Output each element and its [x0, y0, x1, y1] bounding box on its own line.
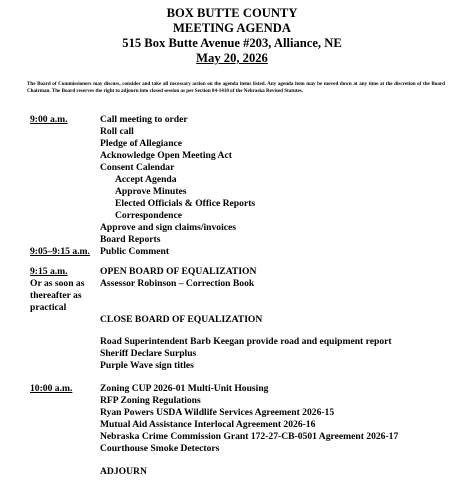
- agenda-item: Consent Calendar: [100, 162, 175, 173]
- agenda-item: Call meeting to order: [100, 114, 188, 125]
- board-notice: The Board of Commissioners may discuss, consider and take all necessary action on the agenda items listed. Any agenda item may be moved down at any time at the discretion of the Board Chairman. The Board reserves the right to adjourn into closed session as per Section 84-1410 of the Nebraska Revised Statutes.: [27, 81, 445, 95]
- meeting-date: May 20, 2026: [196, 51, 268, 65]
- agenda-item: Board Reports: [100, 234, 161, 245]
- agenda-item: Courthouse Smoke Detectors: [100, 443, 220, 454]
- meeting-address: 515 Box Butte Avenue #203, Alliance, NE: [122, 36, 342, 50]
- adjourn-item: ADJOURN: [100, 466, 147, 477]
- agenda-item: Nebraska Crime Commission Grant 172-27-CB-0501 Agreement 2026-17: [100, 431, 399, 442]
- time-slot: 9:15 a.m.: [30, 266, 68, 277]
- agenda-item: Public Comment: [100, 246, 170, 257]
- agenda-item: Purple Wave sign titles: [100, 360, 194, 371]
- time-note: practical: [30, 302, 67, 313]
- agenda-item: OPEN BOARD OF EQUALIZATION: [100, 266, 257, 277]
- agenda-item: Sheriff Declare Surplus: [100, 348, 197, 359]
- consent-item: Accept Agenda: [115, 174, 177, 185]
- time-note: thereafter as: [30, 290, 82, 301]
- county-name: BOX BUTTE COUNTY: [166, 6, 298, 20]
- time-slot: 10:00 a.m.: [30, 383, 73, 394]
- agenda-item: Assessor Robinson – Correction Book: [100, 278, 255, 289]
- agenda-item: Zoning CUP 2026-01 Multi-Unit Housing: [100, 383, 269, 394]
- time-note: Or as soon as: [30, 278, 85, 289]
- agenda-item: Approve and sign claims/invoices: [100, 222, 237, 233]
- time-slot: 9:05–9:15 a.m.: [30, 246, 90, 257]
- agenda-item: Pledge of Allegiance: [100, 138, 183, 149]
- consent-item: Approve Minutes: [115, 186, 187, 197]
- agenda-item: Ryan Powers USDA Wildlife Services Agreement 2026-15: [100, 407, 335, 418]
- consent-item: Correspondence: [115, 210, 182, 221]
- agenda-title: MEETING AGENDA: [173, 21, 291, 35]
- agenda-item: RFP Zoning Regulations: [100, 395, 201, 406]
- time-slot: 9:00 a.m.: [30, 114, 68, 125]
- agenda-item: Mutual Aid Assistance Interlocal Agreement 2026-16: [100, 419, 316, 430]
- agenda-item: Acknowledge Open Meeting Act: [100, 150, 232, 161]
- agenda-item: CLOSE BOARD OF EQUALIZATION: [100, 314, 263, 325]
- agenda-item: Roll call: [100, 126, 134, 137]
- agenda-item: Road Superintendent Barb Keegan provide road and equipment report: [100, 336, 392, 347]
- consent-item: Elected Officials & Office Reports: [115, 198, 256, 209]
- agenda-header: [0, 6, 464, 66]
